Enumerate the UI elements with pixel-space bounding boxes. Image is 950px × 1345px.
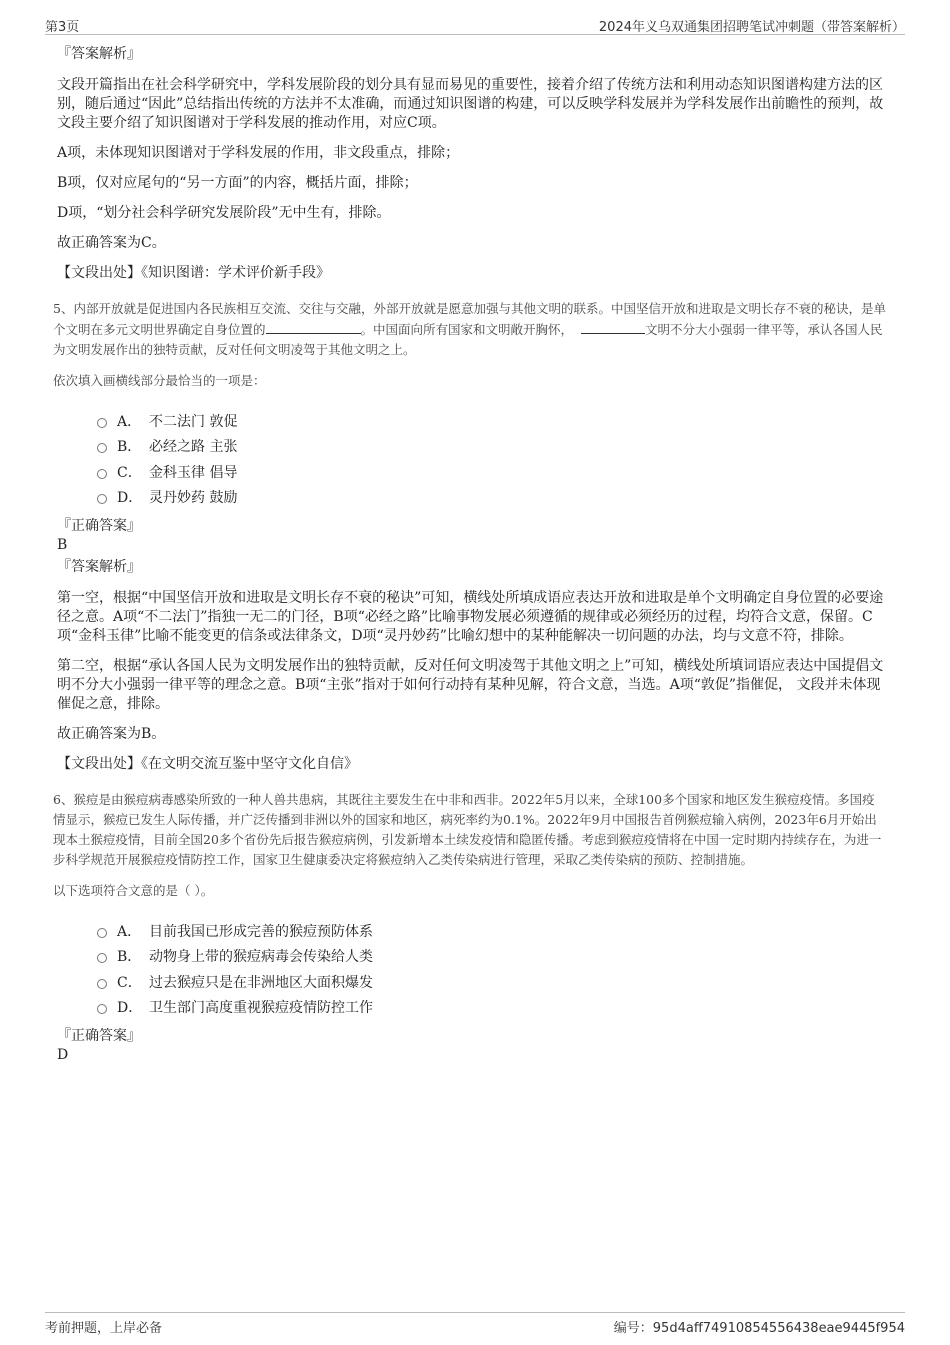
q5-analysis-paragraph: 第二空，根据“承认各国人民为文明发展作出的独特贡献，反对任何文明凌驾于其他文明之上”可知，横线处所填词语应表达中国提倡文明不分大小强弱一律平等的理念之意。B项“主张”指对于如何行动持有某种见解，符合文意，当选。A项“敦促”指催促， 文段并未体现催促之意，排除。 [57,658,884,712]
page-content [53,44,887,1067]
q4-analysis-label: 『答案解析』 [57,46,141,62]
q4-analysis-paragraph: B项，仅对应尾句的“另一方面”的内容，概括片面，排除； [57,175,418,191]
radio-icon[interactable] [97,418,107,428]
page-footer [45,1312,905,1335]
radio-icon[interactable] [97,953,107,963]
page-header [45,14,905,35]
radio-icon[interactable] [97,469,107,479]
radio-icon[interactable] [97,1004,107,1014]
q6-option-d[interactable]: D． 卫生部门高度重视猴痘疫情防控工作 [97,995,887,1021]
q4-analysis-paragraph: 故正确答案为C。 [57,235,166,251]
q4-analysis-paragraph: 文段开篇指出在社会科学研究中，学科发展阶段的划分具有显而易见的重要性，接着介绍了传统方法和利用动态知识图谱构建方法的区别，随后通过“因此”总结指出传统的方法并不太准确，而通过知识图谱的构建，可以反映学科发展并为学科发展作出前瞻性的预判，故文段主要介绍了知识图谱对于学科发展的推动作用，对应C项。 [57,77,884,131]
q5-question-text: 5、内部开放就是促进国内各民族相互交流、交往与交融，外部开放就是愿意加强与其他文明的联系。中国坚信开放和进取是文明长存不衰的秘诀，是单个文明在多元文明世界确定自身位置的 。中国面向所有国家和文明敞开胸怀， 文明不分大小强弱一律平等，承认各国人民为文明发展作出的独特贡献，反对任何文明凌驾于其他文明之上。 [53,301,886,357]
q6-correct-label: 『正确答案』 [57,1028,141,1044]
q6-question-prompt: 以下选项符合文意的是（ ）。 [53,883,214,898]
fill-blank-1 [266,319,361,334]
q4-analysis-paragraph: D项，“划分社会科学研究发展阶段”无中生有，排除。 [57,205,391,221]
q6-option-a[interactable]: A． 目前我国已形成完善的猴痘预防体系 [97,918,887,944]
footer-slogan: 考前押题，上岸必备 [45,1321,163,1336]
page-number: 第3页 [45,20,80,35]
q6-question-text: 6、猴痘是由猴痘病毒感染所致的一种人兽共患病，其既往主要发生在中非和西非。2022年5月以来，全球100多个国家和地区发生猴痘疫情。多国疫情显示，猴痘已发生人际传播，并广泛传播到非洲以外的国家和地区，病死率约为0.1%。2022年9月中国报告首例猴痘输入病例，2023年6月开始出现本土猴痘疫情，目前全国20多个省份先后报告猴痘病例，引发新增本土续发疫情和隐匿传播。考虑到猴痘疫情将在中国一定时期内持续存在，为进一步科学规范开展猴痘疫情防控工作，国家卫生健康委决定将猴痘纳入乙类传染病进行管理，采取乙类传染病的预防、控制措施。 [53,792,882,867]
q5-source: 【文段出处】《在文明交流互鉴中坚守文化自信》 [57,756,358,772]
q5-option-c[interactable]: C． 金科玉律 倡导 [97,459,887,485]
radio-icon[interactable] [97,979,107,989]
q5-option-b[interactable]: B． 必经之路 主张 [97,434,887,460]
q6-options [97,918,887,1020]
q6-correct-answer: D [57,1047,69,1063]
q4-source: 【文段出处】《知识图谱：学术评价新手段》 [57,265,330,281]
q5-option-d[interactable]: D． 灵丹妙药 鼓励 [97,485,887,511]
q5-correct-answer: B [57,537,68,553]
q5-analysis-paragraph: 故正确答案为B。 [57,726,166,742]
document-id: 编号：95d4aff74910854556438eae9445f954 [613,1321,905,1336]
q5-question-prompt: 依次填入画横线部分最恰当的一项是： [53,373,266,388]
q5-option-a[interactable]: A． 不二法门 敦促 [97,408,887,434]
radio-icon[interactable] [97,494,107,504]
fill-blank-2 [581,319,645,334]
q6-option-b[interactable]: B． 动物身上带的猴痘病毒会传染给人类 [97,944,887,970]
q4-analysis-paragraph: A项，未体现知识图谱对于学科发展的作用，非文段重点，排除； [57,145,460,161]
q5-options [97,408,887,510]
q6-option-c[interactable]: C． 过去猴痘只是在非洲地区大面积爆发 [97,969,887,995]
document-title: 2024年义乌双通集团招聘笔试冲刺题（带答案解析） [598,20,905,35]
q5-correct-label: 『正确答案』 [57,518,141,534]
q5-analysis-label: 『答案解析』 [57,559,141,575]
radio-icon[interactable] [97,443,107,453]
radio-icon[interactable] [97,928,107,938]
q5-analysis-paragraph: 第一空，根据“中国坚信开放和进取是文明长存不衰的秘诀”可知，横线处所填成语应表达开放和进取是单个文明确定自身位置的必要途径之意。A项“不二法门”指独一无二的门径，B项“必经之路”比喻事物发展必须遵循的规律或必须经历的过程，均符合文意，保留。C项“金科玉律”比喻不能变更的信条或法律条文，D项“灵丹妙药”比喻幻想中的某种能解决一切问题的办法，均与文意不符，排除。 [57,590,884,644]
